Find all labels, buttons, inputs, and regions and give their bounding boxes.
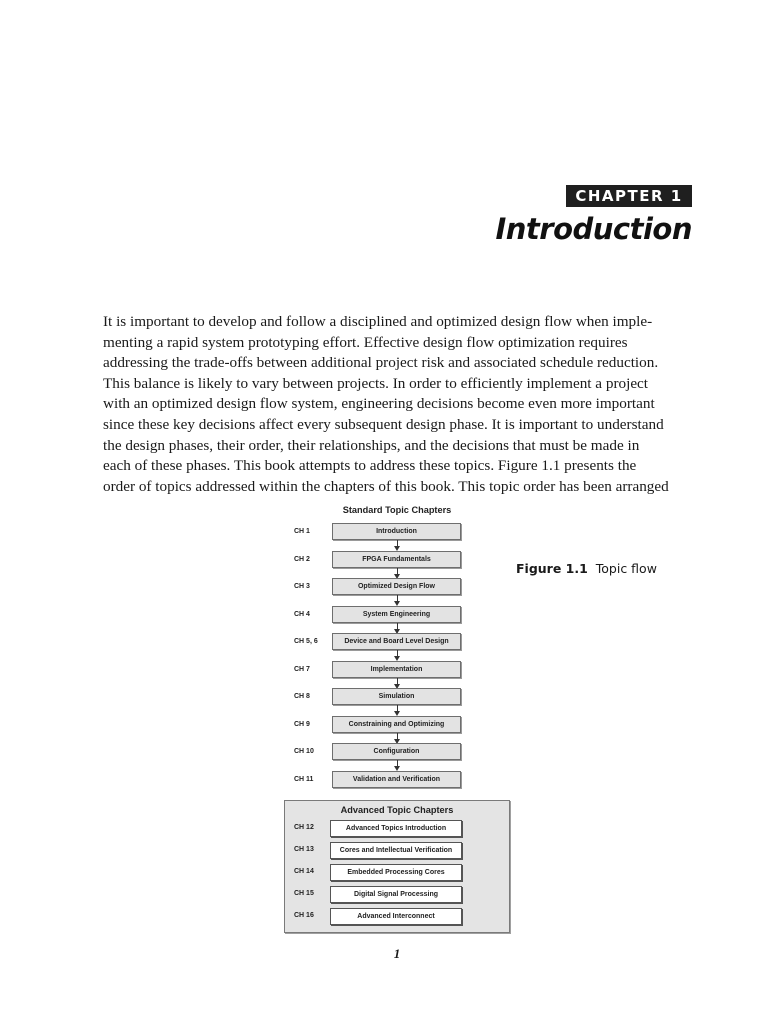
chapter-number: CH 2 (294, 556, 310, 563)
topic-box-validation-verification: Validation and Verification (332, 771, 461, 788)
chapter-number: CH 7 (294, 666, 310, 673)
chapter-number: CH 5, 6 (294, 638, 318, 645)
topic-box-device-board-design: Device and Board Level Design (332, 633, 461, 650)
flow-arrow (394, 650, 400, 661)
figure-number: Figure 1.1 (516, 561, 588, 576)
flow-arrow (394, 760, 400, 771)
flow-arrow (394, 705, 400, 716)
chapter-number: CH 14 (294, 868, 314, 875)
topic-box-embedded-cores: Embedded Processing Cores (330, 864, 462, 881)
chapter-number: CH 3 (294, 583, 310, 590)
chapter-number: CH 1 (294, 528, 310, 535)
body-line: This balance is likely to vary between projects. In order to efficiently implement a project (103, 374, 649, 392)
body-line: each of these phases. This book attempts to address these topics. Figure 1.1 presents the (103, 457, 637, 475)
chapter-number: CH 16 (294, 912, 314, 919)
topic-box-introduction: Introduction (332, 523, 461, 540)
topic-box-cores-verification: Cores and Intellectual Verification (330, 842, 462, 859)
page-number: 1 (393, 946, 401, 961)
standard-topics-header: Standard Topic Chapters (342, 505, 452, 515)
topic-box-configuration: Configuration (332, 743, 461, 760)
chapter-number: CH 8 (294, 693, 310, 700)
topic-box-optimized-design-flow: Optimized Design Flow (332, 578, 461, 595)
body-line: addressing the trade-offs between additional project risk and associated schedule reduction. (103, 354, 659, 372)
topic-box-dsp: Digital Signal Processing (330, 886, 462, 903)
body-line: with an optimized design flow system, engineering decisions become even more important (103, 395, 655, 413)
body-line: since these key decisions affect every subsequent design phase. It is important to understand (103, 415, 664, 433)
flow-arrow (394, 595, 400, 606)
figure-caption-text: Topic flow (595, 561, 657, 576)
body-line: the design phases, their order, their relationships, and the decisions that must be made in (103, 436, 640, 454)
figure-caption (516, 561, 657, 576)
chapter-number: CH 13 (294, 846, 314, 853)
body-line: menting a rapid system prototyping effort. Effective design flow optimization requires (103, 333, 628, 351)
chapter-number: CH 10 (294, 748, 314, 755)
flow-arrow (394, 540, 400, 551)
topic-box-system-engineering: System Engineering (332, 606, 461, 623)
body-line: It is important to develop and follow a disciplined and optimized design flow when imple- (103, 313, 653, 330)
topic-box-simulation: Simulation (332, 688, 461, 705)
advanced-topics-header: Advanced Topic Chapters (340, 805, 454, 815)
chapter-number: CH 11 (294, 776, 314, 783)
chapter-number: CH 12 (294, 824, 314, 831)
chapter-number: CH 15 (294, 890, 314, 897)
chapter-label: CHAPTER 1 (566, 185, 692, 207)
body-paragraph (103, 312, 693, 497)
topic-box-implementation: Implementation (332, 661, 461, 678)
chapter-title: Introduction (495, 212, 692, 246)
chapter-number: CH 9 (294, 721, 310, 728)
chapter-number: CH 4 (294, 611, 310, 618)
body-line: order of topics addressed within the chapters of this book. This topic order has been arranged (103, 477, 669, 495)
topic-box-fpga-fundamentals: FPGA Fundamentals (332, 551, 461, 568)
topic-box-advanced-interconnect: Advanced Interconnect (330, 908, 462, 925)
topic-box-advanced-introduction: Advanced Topics Introduction (330, 820, 462, 837)
topic-box-constraining-optimizing: Constraining and Optimizing (332, 716, 461, 733)
